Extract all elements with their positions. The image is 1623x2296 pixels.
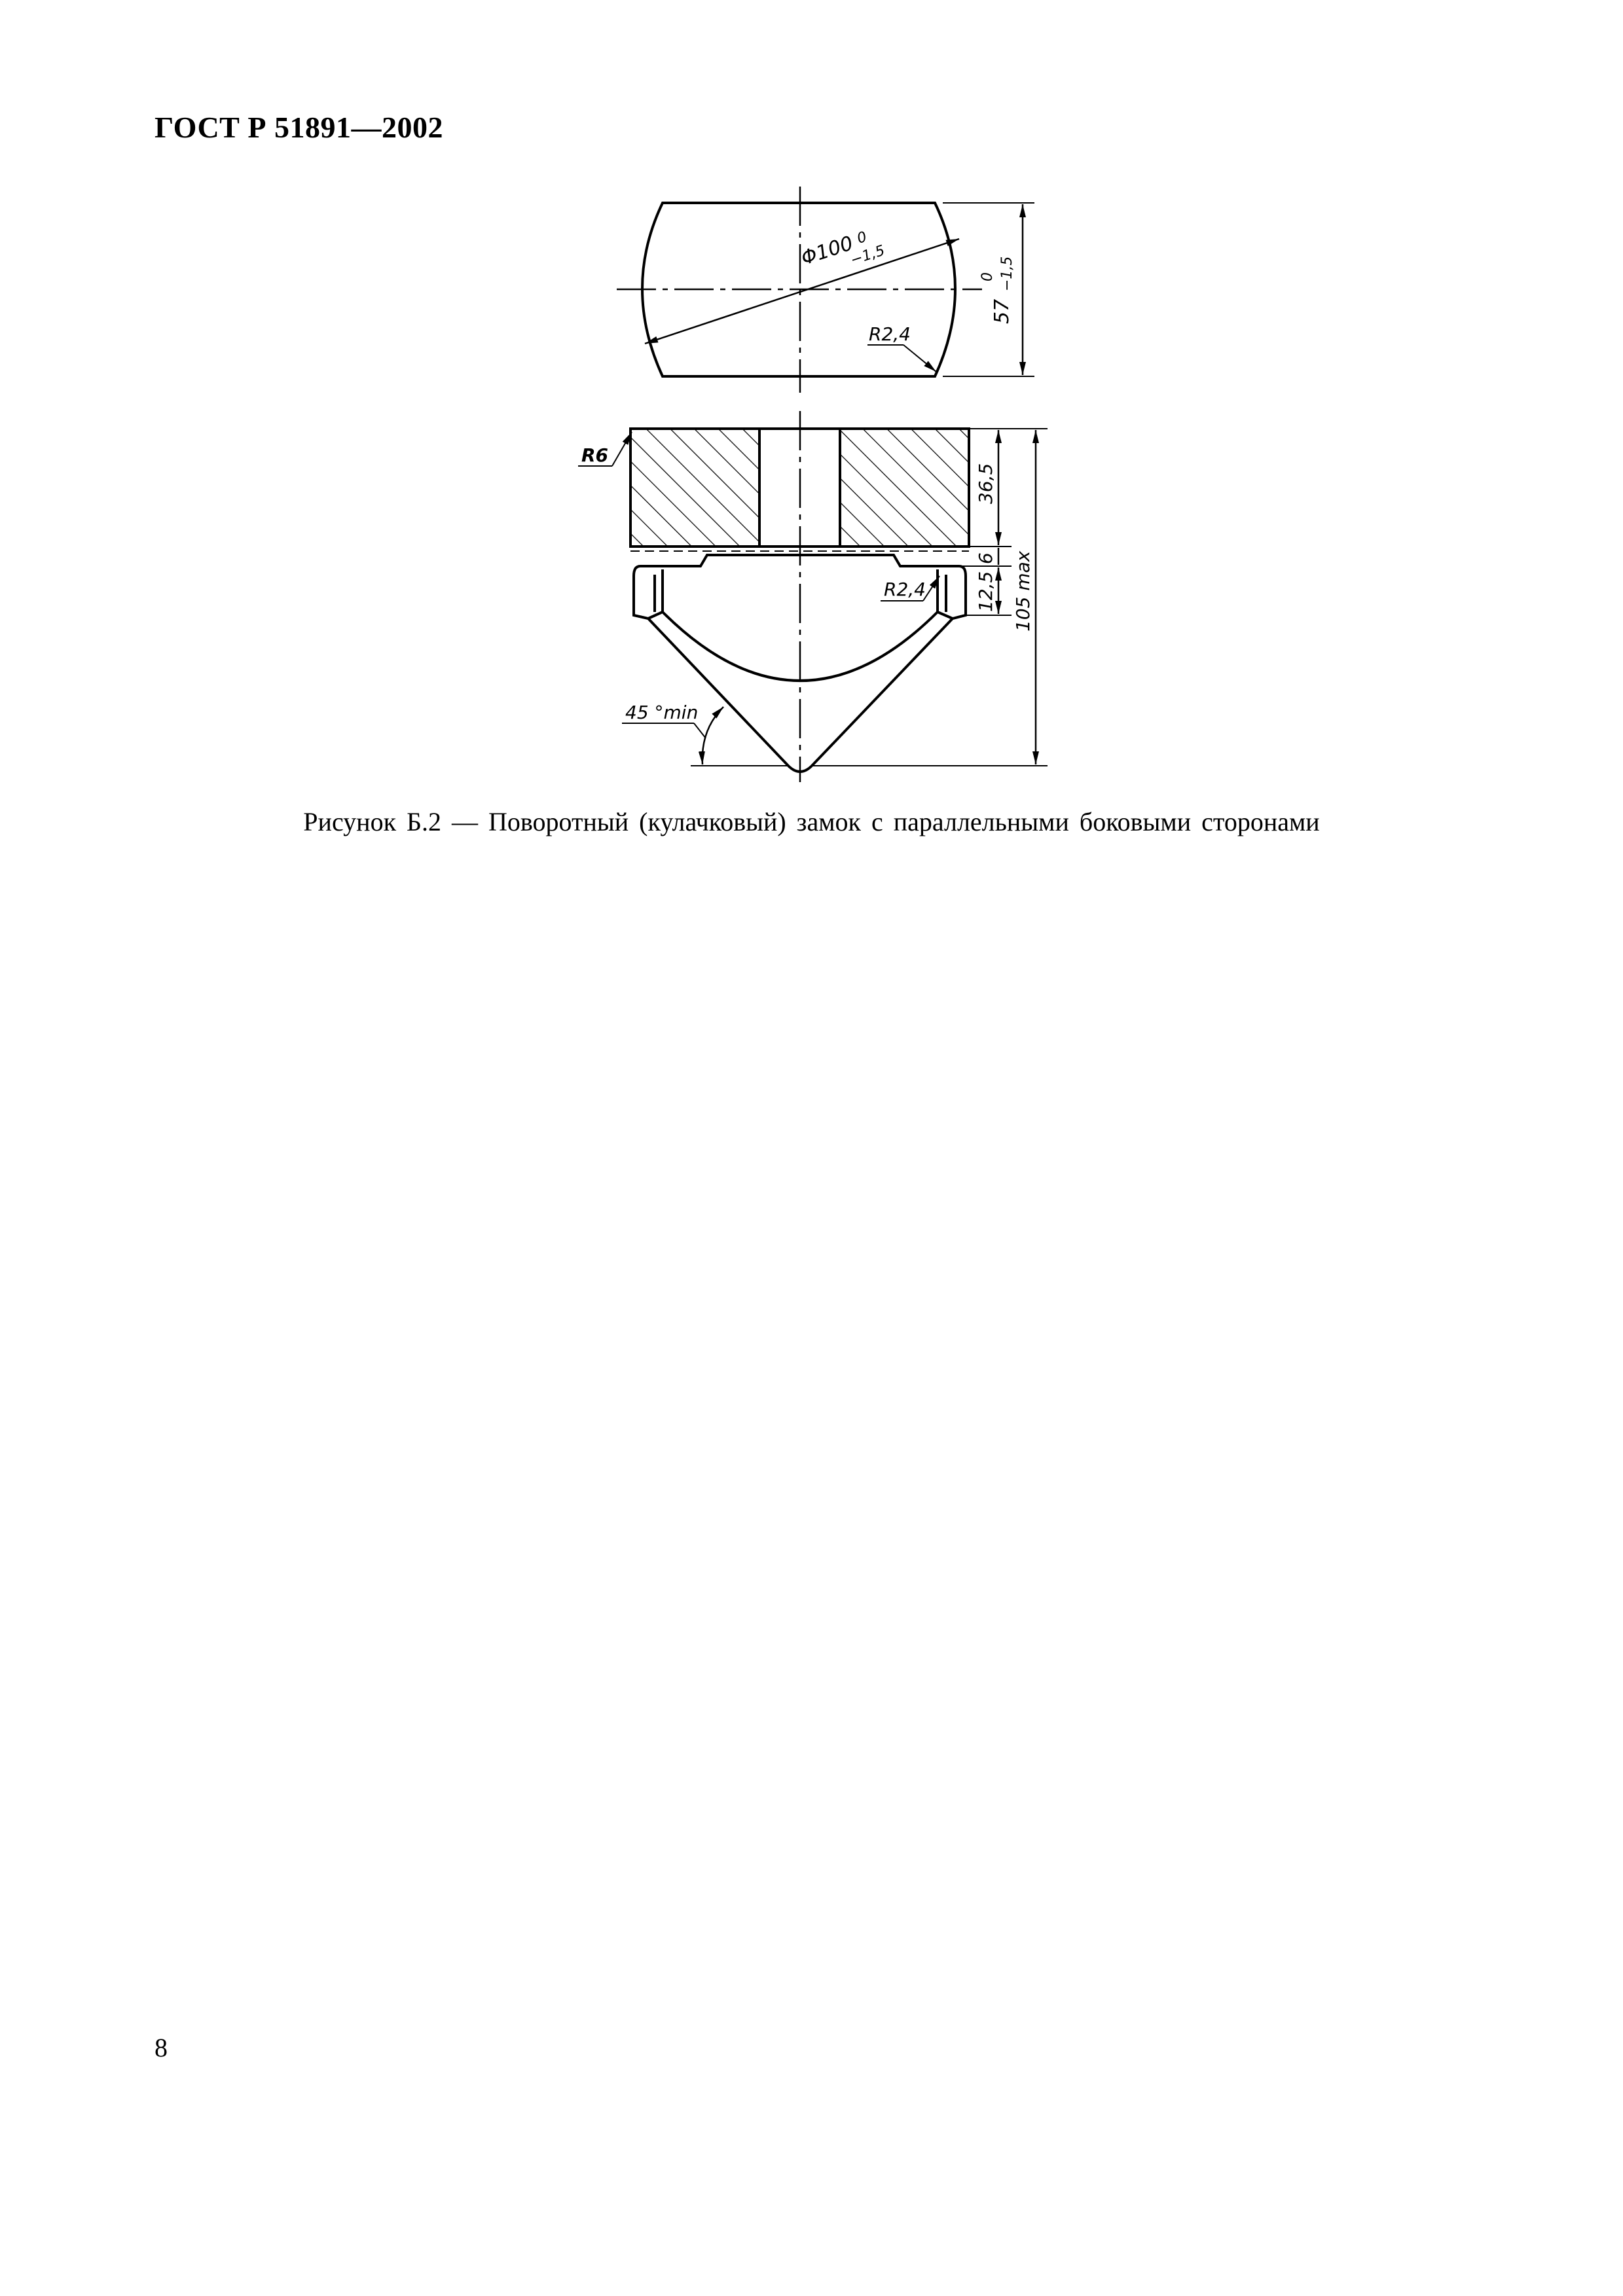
radius-r6-label: R6 — [581, 444, 609, 466]
flange-height-label: 12,5 — [975, 571, 996, 612]
upper-block-height-label: 36,5 — [975, 463, 996, 504]
page-number: 8 — [155, 2033, 168, 2062]
technical-drawing — [0, 0, 1623, 851]
diameter-tol-lower: −1,5 — [848, 242, 887, 269]
height-label: 57 — [991, 298, 1013, 324]
height-tol-lower: −1,5 — [999, 256, 1015, 291]
cone-angle-label: 45 °min — [625, 702, 699, 723]
radius-flange-label: R2,4 — [884, 579, 926, 600]
diameter-label: Φ100 — [798, 232, 856, 270]
figure-caption: Рисунок Б.2 — Поворотный (кулачковый) замок с параллельными боковыми сторонами — [303, 807, 1320, 836]
height-tol-upper: 0 — [979, 272, 996, 281]
radius-top-label: R2,4 — [869, 323, 911, 345]
standard-code: ГОСТ Р 51891—2002 — [155, 111, 443, 144]
total-height-label: 105 max — [1012, 550, 1034, 632]
gap-label: 6 — [975, 552, 996, 564]
diameter-tol-upper: 0 — [855, 228, 869, 247]
